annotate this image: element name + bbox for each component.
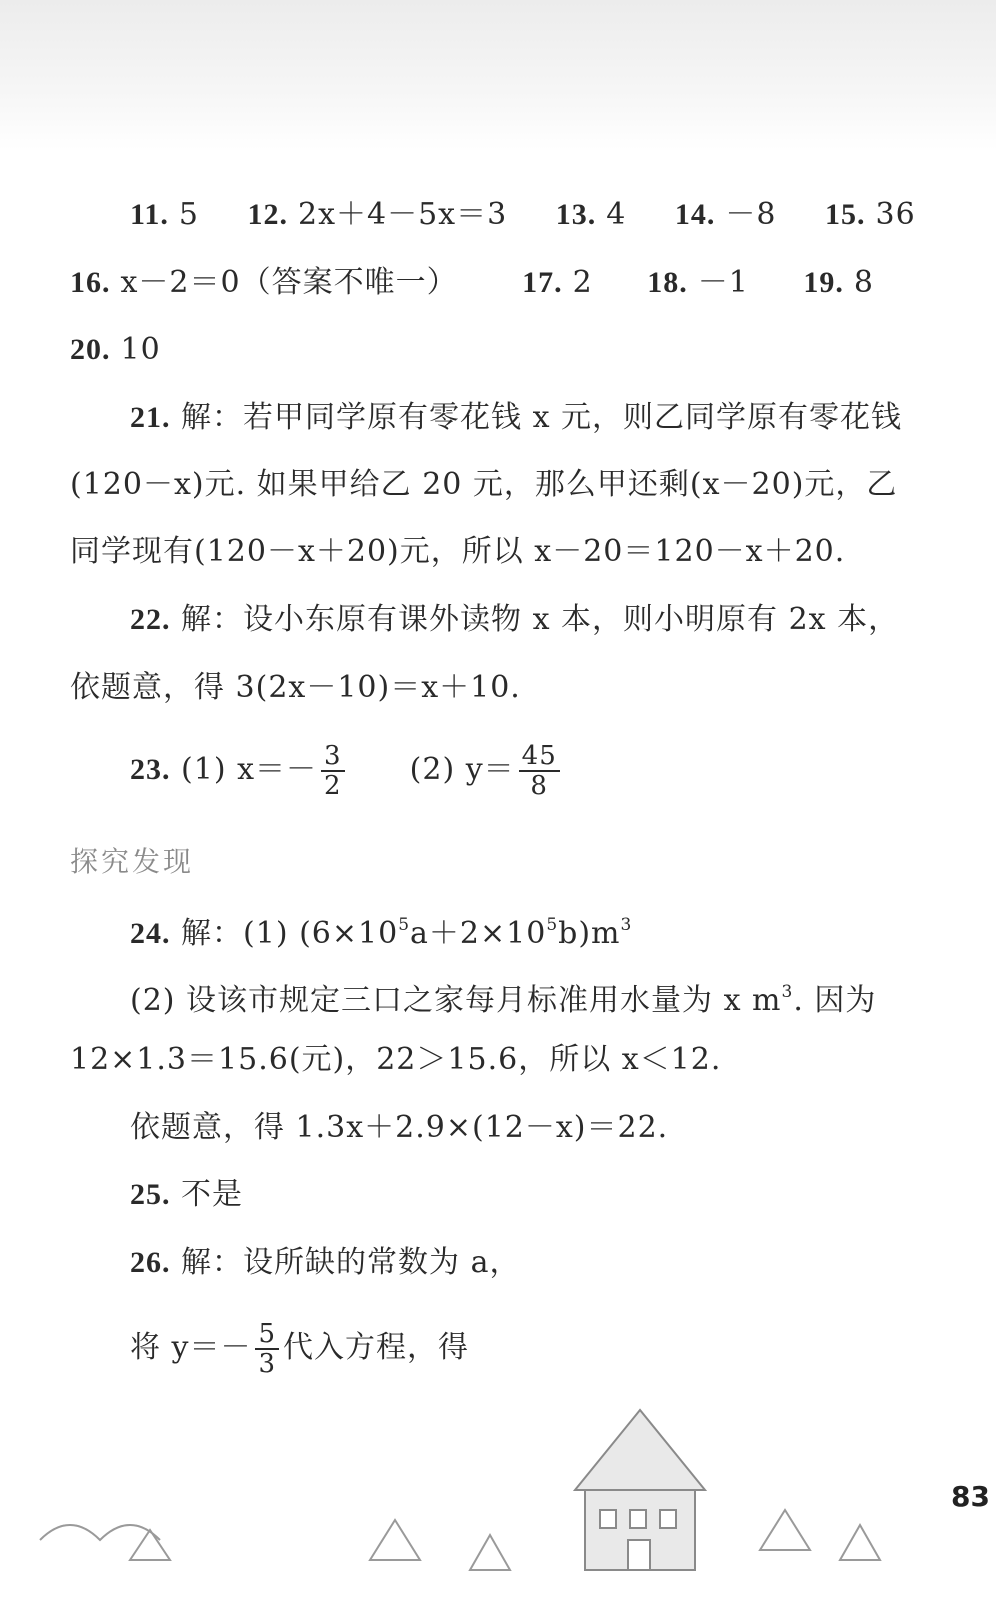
answer-value: 36 xyxy=(875,197,916,232)
answer-number: 18. xyxy=(647,266,688,299)
denominator: 8 xyxy=(530,771,548,801)
q25-line xyxy=(130,1175,243,1215)
answer-value: －1 xyxy=(697,265,749,300)
question-number: 24. xyxy=(130,917,171,950)
q21-line-1 xyxy=(130,398,902,438)
q24-line-2 xyxy=(130,972,876,1021)
pine-tree-icon xyxy=(130,1530,170,1560)
answer-value: 2x＋4－5x＝3 xyxy=(298,197,508,232)
equation-lhs: y＝ xyxy=(465,752,515,787)
q22-line-2: 依题意，得 3(2x－10)＝x＋10. xyxy=(70,670,521,705)
fraction xyxy=(321,742,345,800)
q26-text: 解：设所缺的常数为 a， xyxy=(181,1245,521,1280)
exponent: 3 xyxy=(620,915,633,935)
denominator: 2 xyxy=(324,771,342,801)
denominator: 3 xyxy=(258,1349,277,1379)
answer-value: 10 xyxy=(120,332,161,367)
numerator: 45 xyxy=(519,742,560,772)
exponent: 5 xyxy=(398,915,411,935)
page-number: 83 xyxy=(951,1480,990,1513)
question-number: 23. xyxy=(130,753,171,786)
q24-text: b)m xyxy=(558,916,621,951)
answer-value: 8 xyxy=(853,265,875,300)
answer-number: 17. xyxy=(522,266,563,299)
q24-text: (2) 设该市规定三口之家每月标准用水量为 x m xyxy=(130,983,782,1018)
q24-text: a＋2×10 xyxy=(410,916,547,951)
q24-line-4: 依题意，得 1.3x＋2.9×(12－x)＝22. xyxy=(130,1110,669,1145)
answer-number: 12. xyxy=(247,198,288,231)
answer-number: 14. xyxy=(674,198,716,231)
q21-line-3: 同学现有(120－x＋20)元，所以 x－20＝120－x＋20. xyxy=(70,534,846,569)
part-label: (1) xyxy=(181,752,227,787)
fraction xyxy=(519,742,560,800)
q26-text: 代入方程，得 xyxy=(283,1330,470,1365)
answer-row-1 xyxy=(130,195,916,235)
answer-value: 4 xyxy=(606,197,627,232)
pine-tree-icon xyxy=(470,1535,510,1570)
q21-line-2: (120－x)元. 如果甲给乙 20 元，那么甲还剩(x－20)元，乙 xyxy=(70,467,898,502)
answer-value: 不是 xyxy=(181,1177,244,1212)
pine-tree-icon xyxy=(760,1510,810,1550)
pine-tree-icon xyxy=(40,1525,160,1540)
pine-tree-icon xyxy=(840,1525,880,1560)
section-title: 探究发现 xyxy=(70,845,195,878)
answer-row-2 xyxy=(70,263,874,303)
answer-value: x－2＝0（答案不唯一） xyxy=(120,265,458,300)
exponent: 5 xyxy=(546,915,559,935)
answer-number: 20. xyxy=(70,333,111,366)
numerator: 5 xyxy=(255,1320,279,1350)
q24-text: 解：(1) (6×10 xyxy=(181,916,399,951)
q26-line-2 xyxy=(130,1318,469,1378)
answer-number: 13. xyxy=(555,198,597,231)
answer-number: 19. xyxy=(803,266,844,299)
answer-number: 11. xyxy=(130,198,169,231)
part-label: (2) xyxy=(409,752,456,787)
footer-illustration xyxy=(0,1380,996,1600)
q24-text: . 因为 xyxy=(793,983,877,1018)
q26-line-1 xyxy=(130,1243,520,1283)
pine-tree-icon xyxy=(370,1520,420,1560)
answer-value: 2 xyxy=(572,265,593,300)
fraction xyxy=(255,1320,279,1378)
answer-row-3 xyxy=(70,330,161,370)
question-number: 25. xyxy=(130,1178,171,1211)
q22-line-1 xyxy=(130,600,899,640)
answer-number: 15. xyxy=(825,198,866,231)
answer-value: 5 xyxy=(178,197,199,232)
exponent: 3 xyxy=(781,982,794,1002)
answer-number: 16. xyxy=(70,266,111,299)
q22-text: 解：设小东原有课外读物 x 本，则小明原有 2x 本， xyxy=(181,602,900,637)
question-number: 26. xyxy=(130,1246,171,1279)
q26-text: 将 y＝－ xyxy=(130,1330,252,1365)
numerator: 3 xyxy=(321,742,345,772)
answer-value: －8 xyxy=(725,197,777,232)
q24-line-1 xyxy=(130,905,632,954)
equation-lhs: x＝－ xyxy=(237,752,318,787)
q23-line xyxy=(130,740,564,800)
question-number: 22. xyxy=(130,603,171,636)
q24-line-3: 12×1.3＝15.6(元)，22＞15.6，所以 x＜12. xyxy=(70,1042,722,1077)
question-number: 21. xyxy=(130,401,171,434)
header-decoration xyxy=(0,0,996,150)
house-icon xyxy=(575,1410,705,1570)
q21-text: 解：若甲同学原有零花钱 x 元，则乙同学原有零花钱 xyxy=(181,400,903,435)
